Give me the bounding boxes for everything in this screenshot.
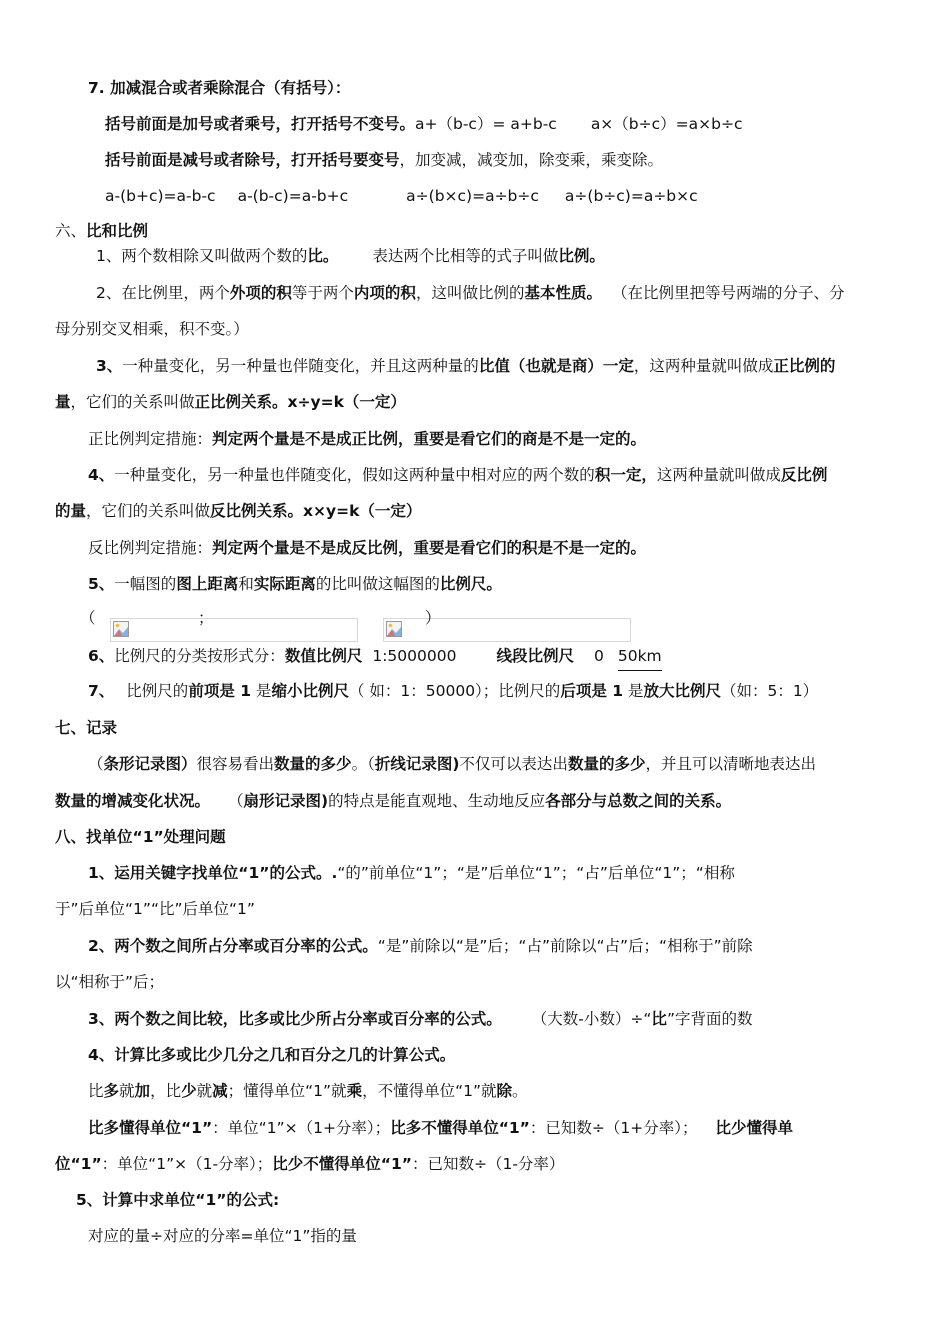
ratio-item-5: 5、一幅图的图上距离和实际距离的比叫做这幅图的比例尺。 [88,575,502,593]
section-8-heading: 八、找单位“1”处理问题 [55,828,226,846]
unit-item-4-rule: 比多就加，比少就减；懂得单位“1”就乘，不懂得单位“1”就除。 [88,1082,528,1100]
unit-item-2: 2、两个数之间所占分率或百分率的公式。“是”前除以“是”后；“占”前除以“占”后；“相称于”前除 [88,937,753,955]
ratio-item-3-cont: 量，它们的关系叫做正比例关系。x÷y=k（一定） [55,393,406,411]
direct-proportion-judgement: 正比例判定措施：判定两个量是不是成正比例，重要是看它们的商是不是一定的。 [88,430,647,448]
unit-item-1: 1、运用关键字找单位“1”的公式。.“的”前单位“1”；“是”后单位“1”；“占”后单位“1”；“相称 [88,864,735,882]
unit-item-2-cont: 以“相称于”后； [55,973,165,991]
ratio-item-3: 3、一种量变化，另一种量也伴随变化，并且这两种量的比值（也就是商）一定，这两种量就叫做成正比例的 [96,357,836,375]
ratio-item-2-cont: 母分别交叉相乘，积不变。） [55,320,249,338]
section-7-heading: 七、记录 [55,719,118,737]
ratio-item-4-cont: 的量，它们的关系叫做反比例关系。x×y=k（一定） [55,502,422,520]
bracket-formulas: a-(b+c)=a-b-c a-(b-c)=a-b+c a÷(b×c)=a÷b÷c a÷(b÷c)=a÷b×c [105,187,698,205]
formula-image-2 [383,618,631,642]
ratio-item-1: 1、两个数相除又叫做两个数的比。 表达两个比相等的式子叫做比例。 [96,247,605,265]
section-7-title: 7. 加减混合或者乘除混合（有括号）： [88,79,351,97]
bracket-rule-plus: 括号前面是加号或者乘号，打开括号不变号。a+（b-c）= a+b-c a×（b÷c）=a×b÷c [105,115,743,133]
scale-formula-sep: ； [198,609,214,627]
unit-item-1-cont: 于”后单位“1”“比”后单位“1” [55,900,255,918]
unit-item-4: 4、计算比多或比少几分之几和百分之几的计算公式。 [88,1046,456,1064]
broken-image-icon [386,621,402,637]
bracket-rule-minus: 括号前面是减号或者除号，打开括号要变号，加变减，减变加，除变乘，乘变除。 [105,151,664,169]
unit-item-5-formula: 对应的量÷对应的分率=单位“1”指的量 [88,1227,357,1245]
ratio-item-4: 4、一种量变化，另一种量也伴随变化，假如这两种量中相对应的两个数的积一定，这两种量就叫做成反比例 [88,466,828,484]
scale-formula-close: ） [425,609,441,627]
broken-image-icon [113,621,129,637]
chart-types-line-2: 数量的增减变化状况。 （扇形记录图)的特点是能直观地、生动地反应各部分与总数之间的关系。 [55,792,732,810]
unit-item-3: 3、两个数之间比较，比多或比少所占分率或百分率的公式。 （大数-小数）÷“比”字背面的数 [88,1010,753,1028]
unit-item-4-formulas: 比多懂得单位“1”：单位“1”×（1+分率）；比多不懂得单位“1”：已知数÷（1+分率）； 比少懂得单 [88,1119,793,1137]
unit-item-4-formulas-cont: 位“1”：单位“1”×（1-分率）；比少不懂得单位“1”：已知数÷（1-分率） [55,1155,565,1173]
scale-bar-line [618,670,662,671]
inverse-proportion-judgement: 反比例判定措施：判定两个量是不是成反比例，重要是看它们的积是不是一定的。 [88,539,647,557]
chart-types-line-1: （条形记录图）很容易看出数量的多少。（折线记录图)不仅可以表达出数量的多少，并且可以清晰地表达出 [88,755,816,773]
ratio-item-7: 7、 比例尺的前项是 1 是缩小比例尺（ 如：1：50000）；比例尺的后项是 1 是放大比例尺（如：5：1） [88,682,819,700]
ratio-item-6: 6、比例尺的分类按形式分：数值比例尺 1:5000000 线段比例尺 0 50km [88,645,662,667]
ratio-item-2: 2、在比例里，两个外项的积等于两个内项的积，这叫做比例的基本性质。 （在比例里把等号两端的分子、分 [96,284,845,302]
scale-formula-open: （ [80,609,96,627]
formula-image-1 [110,618,358,642]
unit-item-5: 5、计算中求单位“1”的公式: [76,1191,280,1209]
section-6-heading: 六、比和比例 [55,222,149,240]
